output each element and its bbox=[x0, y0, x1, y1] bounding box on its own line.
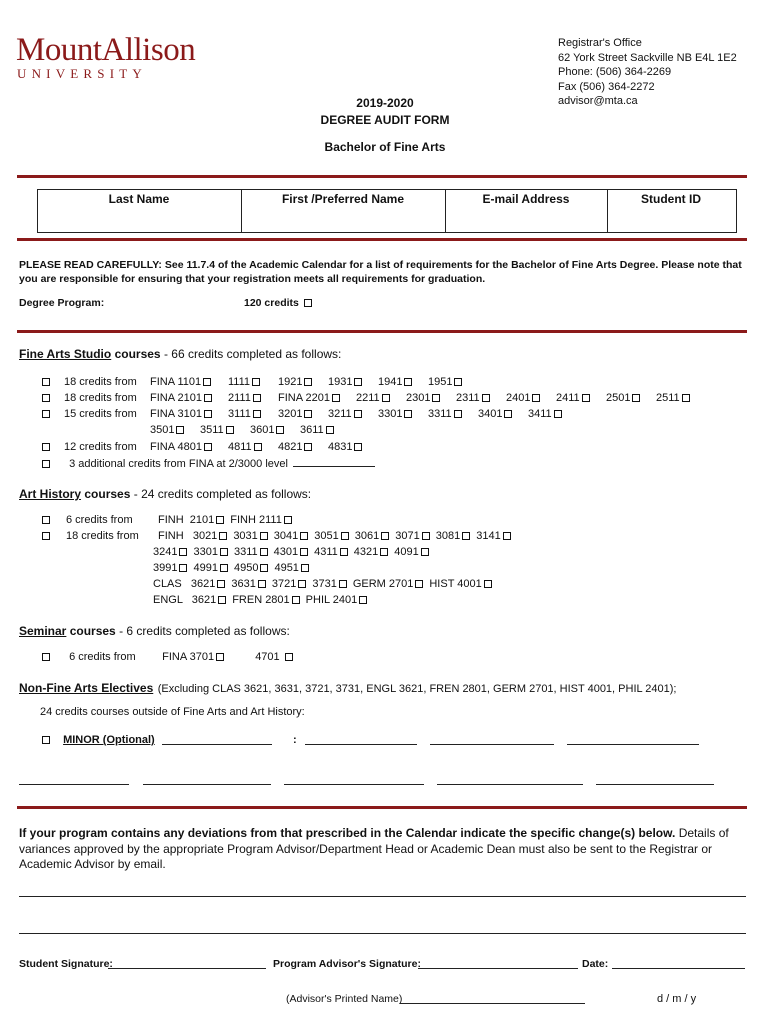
checkbox-icon[interactable] bbox=[354, 410, 362, 418]
course-option[interactable] bbox=[656, 392, 706, 404]
course-code: HIST 4001 bbox=[429, 578, 482, 590]
course-code: 3041 bbox=[273, 530, 299, 542]
course-option[interactable] bbox=[328, 376, 378, 388]
course-option[interactable] bbox=[478, 408, 528, 420]
course-code: 3411 bbox=[528, 408, 552, 420]
course-option[interactable] bbox=[250, 424, 300, 436]
checkbox-icon[interactable] bbox=[42, 532, 50, 540]
checkbox-icon[interactable] bbox=[258, 580, 266, 588]
course-option[interactable] bbox=[314, 530, 350, 542]
course-option[interactable] bbox=[436, 530, 472, 542]
electives-title-line bbox=[19, 679, 676, 697]
course-code: FINH 2101 bbox=[158, 514, 215, 526]
checkbox-icon[interactable] bbox=[454, 410, 462, 418]
fill-in-line[interactable] bbox=[293, 466, 375, 467]
checkbox-icon[interactable] bbox=[42, 410, 50, 418]
checkbox-icon[interactable] bbox=[381, 532, 389, 540]
checkbox-icon[interactable] bbox=[176, 426, 184, 434]
course-code: FINH 2111 bbox=[230, 514, 282, 526]
seminar-course[interactable] bbox=[162, 651, 252, 663]
course-option[interactable] bbox=[233, 530, 269, 542]
elective-line[interactable] bbox=[19, 784, 129, 785]
course-code: FINA 1101 bbox=[150, 376, 202, 388]
checkbox-icon[interactable] bbox=[42, 443, 50, 451]
divider bbox=[17, 238, 747, 241]
course-code: 3071 bbox=[395, 530, 420, 542]
course-option[interactable] bbox=[378, 376, 428, 388]
checkbox-icon[interactable] bbox=[300, 532, 308, 540]
course-code: 2411 bbox=[556, 392, 580, 404]
course-code: 4950 bbox=[233, 562, 259, 574]
course-code: FINA 2201 bbox=[278, 392, 330, 404]
checkbox-icon[interactable] bbox=[326, 426, 334, 434]
checkbox-icon[interactable] bbox=[260, 548, 268, 556]
electives-note: (Excluding CLAS 3621, 3631, 3721, 3731, ENGL 3621, FREN 2801, GERM 2701, HIST 4001, PHIL 2401); bbox=[157, 683, 677, 695]
course-option[interactable] bbox=[306, 594, 370, 606]
checkbox-icon[interactable] bbox=[454, 378, 462, 386]
checkbox-icon[interactable] bbox=[359, 596, 367, 604]
seminar-course[interactable] bbox=[255, 651, 295, 663]
deviation-line[interactable] bbox=[19, 896, 746, 897]
minor-colon: : bbox=[293, 734, 297, 746]
course-option[interactable] bbox=[272, 578, 308, 590]
course-code: 3211 bbox=[328, 408, 352, 420]
checkbox-icon[interactable] bbox=[204, 410, 212, 418]
course-code: 3731 bbox=[312, 578, 337, 590]
date-label: Date: bbox=[582, 958, 609, 970]
course-code: 4811 bbox=[228, 441, 252, 453]
course-code: 1921 bbox=[278, 376, 303, 388]
checkbox-icon[interactable] bbox=[217, 580, 225, 588]
university-logo-subtitle: UNIVERSITY bbox=[17, 66, 147, 81]
history-desc: - 24 credits completed as follows: bbox=[133, 487, 312, 501]
advisor-printed-name-label: (Advisor's Printed Name) bbox=[286, 993, 403, 1005]
course-option[interactable] bbox=[378, 408, 428, 420]
elective-line[interactable] bbox=[567, 744, 699, 745]
last-name-header[interactable]: Last Name bbox=[108, 192, 170, 206]
course-code: 3401 bbox=[478, 408, 503, 420]
course-option[interactable] bbox=[232, 594, 301, 606]
checkbox-icon[interactable] bbox=[252, 378, 260, 386]
studio-row bbox=[40, 441, 378, 453]
course-code: 2111 bbox=[228, 392, 251, 404]
course-code: 3141 bbox=[476, 530, 501, 542]
checkbox-icon[interactable] bbox=[253, 394, 261, 402]
course-code: 4991 bbox=[193, 562, 218, 574]
checkbox-icon[interactable] bbox=[276, 426, 284, 434]
deviation-paragraph bbox=[19, 826, 749, 873]
course-option[interactable] bbox=[153, 562, 189, 574]
checkbox-icon[interactable] bbox=[179, 548, 187, 556]
degree-program-label: Degree Program: bbox=[19, 297, 105, 309]
checkbox-icon[interactable] bbox=[253, 410, 261, 418]
course-option[interactable] bbox=[278, 441, 328, 453]
course-option[interactable] bbox=[356, 392, 406, 404]
course-code: FINH 3021 bbox=[158, 530, 218, 542]
seminar-word: courses bbox=[69, 624, 116, 638]
studio-desc: - 66 credits completed as follows: bbox=[163, 347, 342, 361]
course-code: PHIL 2401 bbox=[305, 594, 358, 606]
advisor-signature-line[interactable] bbox=[418, 968, 578, 969]
course-option[interactable] bbox=[231, 578, 267, 590]
checkbox-icon[interactable] bbox=[415, 580, 423, 588]
student-id-header[interactable]: Student ID bbox=[641, 192, 701, 206]
course-code: 3631 bbox=[231, 578, 256, 590]
course-option[interactable] bbox=[355, 530, 391, 542]
checkbox-icon[interactable] bbox=[682, 394, 690, 402]
form-year: 2019-2020 bbox=[356, 96, 414, 110]
checkbox-icon[interactable] bbox=[582, 394, 590, 402]
course-option[interactable] bbox=[200, 424, 250, 436]
checkbox-icon[interactable] bbox=[304, 299, 312, 307]
office-phone: Phone: (506) 364-2269 bbox=[558, 66, 672, 78]
course-code: FINA 3101 bbox=[150, 408, 202, 420]
office-title: Registrar's Office bbox=[558, 37, 642, 49]
course-option[interactable] bbox=[150, 376, 228, 388]
course-option[interactable] bbox=[228, 441, 278, 453]
course-code: 1941 bbox=[378, 376, 403, 388]
elective-line[interactable] bbox=[305, 744, 417, 745]
course-code: FREN 2801 bbox=[232, 594, 290, 606]
course-code: 4701 bbox=[255, 651, 280, 663]
course-option[interactable] bbox=[228, 408, 278, 420]
course-option[interactable] bbox=[328, 408, 378, 420]
first-name-header[interactable]: First /Preferred Name bbox=[281, 192, 405, 206]
studio-row bbox=[40, 392, 706, 404]
studio-section-title bbox=[19, 347, 341, 361]
checkbox-icon[interactable] bbox=[204, 394, 212, 402]
notice-text: PLEASE READ CAREFULLY: See 11.7.4 of the Academic Calendar for a list of requirements for the Bachelor of Fine Arts Degree. Please note that you are responsible for ensuring that your registration meets all requirements for graduation. bbox=[19, 259, 742, 285]
checkbox-icon[interactable] bbox=[216, 653, 224, 661]
checkbox-icon[interactable] bbox=[304, 378, 312, 386]
course-code: 1931 bbox=[328, 376, 353, 388]
course-option[interactable] bbox=[456, 392, 506, 404]
checkbox-icon[interactable] bbox=[354, 443, 362, 451]
course-code: 3611 bbox=[300, 424, 324, 436]
course-code: 3031 bbox=[233, 530, 258, 542]
checkbox-icon[interactable] bbox=[284, 516, 292, 524]
studio-additional-text: 3 additional credits from FINA at 2/3000 level bbox=[69, 458, 288, 470]
course-code: FINA 4801 bbox=[150, 441, 202, 453]
course-option[interactable] bbox=[328, 441, 378, 453]
checkbox-icon[interactable] bbox=[42, 394, 50, 402]
course-option[interactable] bbox=[394, 546, 430, 558]
checkbox-icon[interactable] bbox=[216, 516, 224, 524]
course-code: 3081 bbox=[435, 530, 461, 542]
course-option[interactable] bbox=[353, 578, 426, 590]
credit-requirement: 18 credits from bbox=[64, 376, 137, 388]
studio-row bbox=[40, 424, 350, 436]
credit-requirement: 18 credits from bbox=[64, 392, 137, 404]
course-option[interactable] bbox=[153, 594, 228, 606]
course-option[interactable] bbox=[193, 546, 229, 558]
checkbox-icon[interactable] bbox=[203, 378, 211, 386]
advisor-signature-label: Program Advisor's Signature: bbox=[273, 958, 421, 970]
divider bbox=[17, 175, 747, 178]
checkbox-icon[interactable] bbox=[292, 596, 300, 604]
checkbox-icon[interactable] bbox=[340, 548, 348, 556]
checkbox-icon[interactable] bbox=[421, 548, 429, 556]
office-email[interactable]: advisor@mta.ca bbox=[558, 95, 638, 107]
course-option[interactable] bbox=[274, 546, 310, 558]
course-option[interactable] bbox=[428, 408, 478, 420]
checkbox-icon[interactable] bbox=[220, 548, 228, 556]
course-option[interactable] bbox=[228, 376, 278, 388]
course-option[interactable] bbox=[476, 530, 512, 542]
credit-requirement: 6 credits from bbox=[66, 514, 133, 526]
checkbox-icon[interactable] bbox=[332, 394, 340, 402]
course-option[interactable] bbox=[230, 514, 294, 526]
degree-program-value: 120 credits bbox=[244, 297, 299, 309]
course-code: GERM 2701 bbox=[352, 578, 414, 590]
divider bbox=[17, 330, 747, 333]
course-option[interactable] bbox=[528, 408, 578, 420]
course-code: 2501 bbox=[606, 392, 631, 404]
minor-row[interactable] bbox=[40, 734, 155, 746]
form-header bbox=[0, 95, 770, 129]
course-code: 3311 bbox=[428, 408, 452, 420]
course-option[interactable] bbox=[429, 578, 493, 590]
course-code: 2301 bbox=[406, 392, 431, 404]
studio-title: Fine Arts Studio bbox=[19, 347, 112, 361]
checkbox-icon[interactable] bbox=[462, 532, 470, 540]
checkbox-icon[interactable] bbox=[632, 394, 640, 402]
checkbox-icon[interactable] bbox=[484, 580, 492, 588]
checkbox-icon[interactable] bbox=[304, 410, 312, 418]
course-code: CLAS 3621 bbox=[153, 578, 216, 590]
course-code: 3511 bbox=[200, 424, 224, 436]
checkbox-icon[interactable] bbox=[432, 394, 440, 402]
course-code: ENGL 3621 bbox=[153, 594, 217, 606]
email-header[interactable]: E-mail Address bbox=[482, 192, 570, 206]
course-option[interactable] bbox=[274, 562, 310, 574]
checkbox-icon[interactable] bbox=[482, 394, 490, 402]
electives-desc bbox=[40, 706, 305, 718]
electives-title: Non-Fine Arts Electives bbox=[19, 681, 154, 695]
form-title: DEGREE AUDIT FORM bbox=[320, 113, 450, 127]
checkbox-icon[interactable] bbox=[204, 443, 212, 451]
course-code: 2311 bbox=[456, 392, 480, 404]
course-option[interactable] bbox=[278, 376, 328, 388]
course-option[interactable] bbox=[606, 392, 656, 404]
studio-additional[interactable] bbox=[40, 458, 375, 470]
checkbox-icon[interactable] bbox=[260, 532, 268, 540]
course-code: 1951 bbox=[428, 376, 453, 388]
minor-line[interactable] bbox=[162, 744, 272, 745]
checkbox-icon[interactable] bbox=[382, 394, 390, 402]
office-address: 62 York Street Sackville NB E4L 1E2 bbox=[558, 51, 737, 64]
checkbox-icon[interactable] bbox=[42, 460, 50, 468]
course-option[interactable] bbox=[278, 408, 328, 420]
elective-line[interactable] bbox=[437, 784, 583, 785]
course-code: 3111 bbox=[228, 408, 251, 420]
checkbox-icon[interactable] bbox=[304, 443, 312, 451]
seminar-section-title bbox=[19, 624, 290, 638]
checkbox-icon[interactable] bbox=[42, 653, 50, 661]
checkbox-icon[interactable] bbox=[42, 378, 50, 386]
course-code: 4311 bbox=[314, 546, 338, 558]
course-option[interactable] bbox=[228, 392, 278, 404]
history-word: courses bbox=[84, 487, 131, 501]
seminar-row bbox=[40, 651, 295, 663]
history-row bbox=[153, 546, 435, 558]
checkbox-icon[interactable] bbox=[300, 548, 308, 556]
course-code: FINA 3701 bbox=[162, 651, 215, 663]
checkbox-icon[interactable] bbox=[301, 564, 309, 572]
course-option[interactable] bbox=[278, 392, 356, 404]
elective-line[interactable] bbox=[143, 784, 271, 785]
credit-requirement: 15 credits from bbox=[64, 408, 137, 420]
checkbox-icon[interactable] bbox=[285, 653, 293, 661]
credit-requirement: 12 credits from bbox=[64, 441, 137, 453]
course-option[interactable] bbox=[153, 578, 227, 590]
elective-line[interactable] bbox=[284, 784, 424, 785]
student-signature-line[interactable] bbox=[108, 968, 266, 969]
history-section-title bbox=[19, 487, 311, 501]
course-code: 3311 bbox=[233, 546, 258, 558]
course-code: 3061 bbox=[354, 530, 380, 542]
course-option[interactable] bbox=[354, 546, 390, 558]
checkbox-icon[interactable] bbox=[42, 516, 50, 524]
degree-title: Bachelor of Fine Arts bbox=[324, 140, 446, 154]
course-option[interactable] bbox=[153, 546, 189, 558]
checkbox-icon[interactable] bbox=[380, 548, 388, 556]
history-row bbox=[153, 562, 315, 574]
deviation-bold: If your program contains any deviations from that prescribed in the Calendar indicate the specific change(s) below. bbox=[19, 826, 676, 840]
course-option[interactable] bbox=[158, 514, 226, 526]
course-option[interactable] bbox=[300, 424, 350, 436]
checkbox-icon[interactable] bbox=[504, 410, 512, 418]
course-option[interactable] bbox=[395, 530, 431, 542]
seminar-title: Seminar bbox=[19, 624, 67, 638]
checkbox-icon[interactable] bbox=[42, 736, 50, 744]
course-code: 3501 bbox=[150, 424, 175, 436]
checkbox-icon[interactable] bbox=[422, 532, 430, 540]
checkbox-icon[interactable] bbox=[532, 394, 540, 402]
course-code: 2401 bbox=[506, 392, 531, 404]
course-option[interactable] bbox=[234, 562, 270, 574]
checkbox-icon[interactable] bbox=[260, 564, 268, 572]
course-option[interactable] bbox=[193, 562, 229, 574]
course-code: 4091 bbox=[394, 546, 419, 558]
course-option[interactable] bbox=[150, 392, 228, 404]
checkbox-icon[interactable] bbox=[339, 580, 347, 588]
credit-requirement: 18 credits from bbox=[66, 530, 139, 542]
course-code: 4321 bbox=[353, 546, 379, 558]
divider bbox=[17, 806, 747, 809]
checkbox-icon[interactable] bbox=[554, 410, 562, 418]
course-option[interactable] bbox=[234, 546, 270, 558]
checkbox-icon[interactable] bbox=[404, 378, 412, 386]
course-option[interactable] bbox=[314, 546, 350, 558]
course-option[interactable] bbox=[158, 530, 229, 542]
office-fax: Fax (506) 364-2272 bbox=[558, 80, 655, 93]
studio-word: courses bbox=[114, 347, 161, 361]
course-option[interactable] bbox=[506, 392, 556, 404]
course-option[interactable] bbox=[406, 392, 456, 404]
course-code: 3241 bbox=[153, 546, 178, 558]
seminar-desc: - 6 credits completed as follows: bbox=[119, 624, 290, 638]
course-code: 4301 bbox=[273, 546, 299, 558]
checkbox-icon[interactable] bbox=[220, 564, 228, 572]
history-row bbox=[153, 578, 498, 590]
checkbox-icon[interactable] bbox=[219, 532, 227, 540]
student-signature-label: Student Signature: bbox=[19, 958, 113, 970]
course-code: 3051 bbox=[314, 530, 339, 542]
checkbox-icon[interactable] bbox=[298, 580, 306, 588]
course-option[interactable] bbox=[556, 392, 606, 404]
electives-desc-text: 24 credits courses outside of Fine Arts and Art History: bbox=[40, 706, 305, 718]
course-code: FINA 2101 bbox=[150, 392, 202, 404]
course-code: 2211 bbox=[356, 392, 380, 404]
history-row bbox=[40, 530, 517, 542]
checkbox-icon[interactable] bbox=[226, 426, 234, 434]
course-option[interactable] bbox=[150, 441, 228, 453]
course-code: 3201 bbox=[278, 408, 303, 420]
course-option[interactable] bbox=[428, 376, 478, 388]
deviation-line[interactable] bbox=[19, 933, 746, 934]
checkbox-icon[interactable] bbox=[254, 443, 262, 451]
course-code: 3601 bbox=[250, 424, 275, 436]
checkbox-icon[interactable] bbox=[179, 564, 187, 572]
degree-program-option[interactable] bbox=[244, 297, 314, 309]
course-option[interactable] bbox=[312, 578, 348, 590]
course-code: 3721 bbox=[271, 578, 297, 590]
seminar-credits: 6 credits from bbox=[69, 651, 136, 663]
checkbox-icon[interactable] bbox=[218, 596, 226, 604]
course-option[interactable] bbox=[150, 408, 228, 420]
course-code: 3301 bbox=[193, 546, 218, 558]
course-option[interactable] bbox=[274, 530, 310, 542]
elective-line[interactable] bbox=[430, 744, 554, 745]
checkbox-icon[interactable] bbox=[341, 532, 349, 540]
course-code: 4821 bbox=[278, 441, 303, 453]
course-option[interactable] bbox=[150, 424, 200, 436]
university-logo: MountAllison bbox=[16, 32, 196, 68]
course-code: 3301 bbox=[378, 408, 403, 420]
elective-line[interactable] bbox=[596, 784, 714, 785]
course-code: 4831 bbox=[328, 441, 353, 453]
checkbox-icon[interactable] bbox=[354, 378, 362, 386]
minor-label: MINOR (Optional) bbox=[63, 734, 155, 746]
checkbox-icon[interactable] bbox=[404, 410, 412, 418]
studio-row bbox=[40, 376, 478, 388]
checkbox-icon[interactable] bbox=[503, 532, 511, 540]
course-code: 1111 bbox=[228, 376, 251, 388]
course-code: 3991 bbox=[153, 562, 178, 574]
course-code: 2511 bbox=[656, 392, 680, 404]
date-line[interactable] bbox=[612, 968, 745, 969]
studio-row bbox=[40, 408, 578, 420]
date-format-hint: d / m / y bbox=[657, 993, 697, 1005]
deviation-rest: Details of variances approved by the appropriate Program Advisor/Department Head or Academic Dean must also be sent to the Registrar or Academic Advisor by email. bbox=[19, 826, 729, 871]
advisor-printed-name-line[interactable] bbox=[400, 1003, 585, 1004]
history-title: Art History bbox=[19, 487, 82, 501]
course-code: 4951 bbox=[274, 562, 299, 574]
history-row bbox=[40, 514, 298, 526]
history-row bbox=[153, 594, 373, 606]
